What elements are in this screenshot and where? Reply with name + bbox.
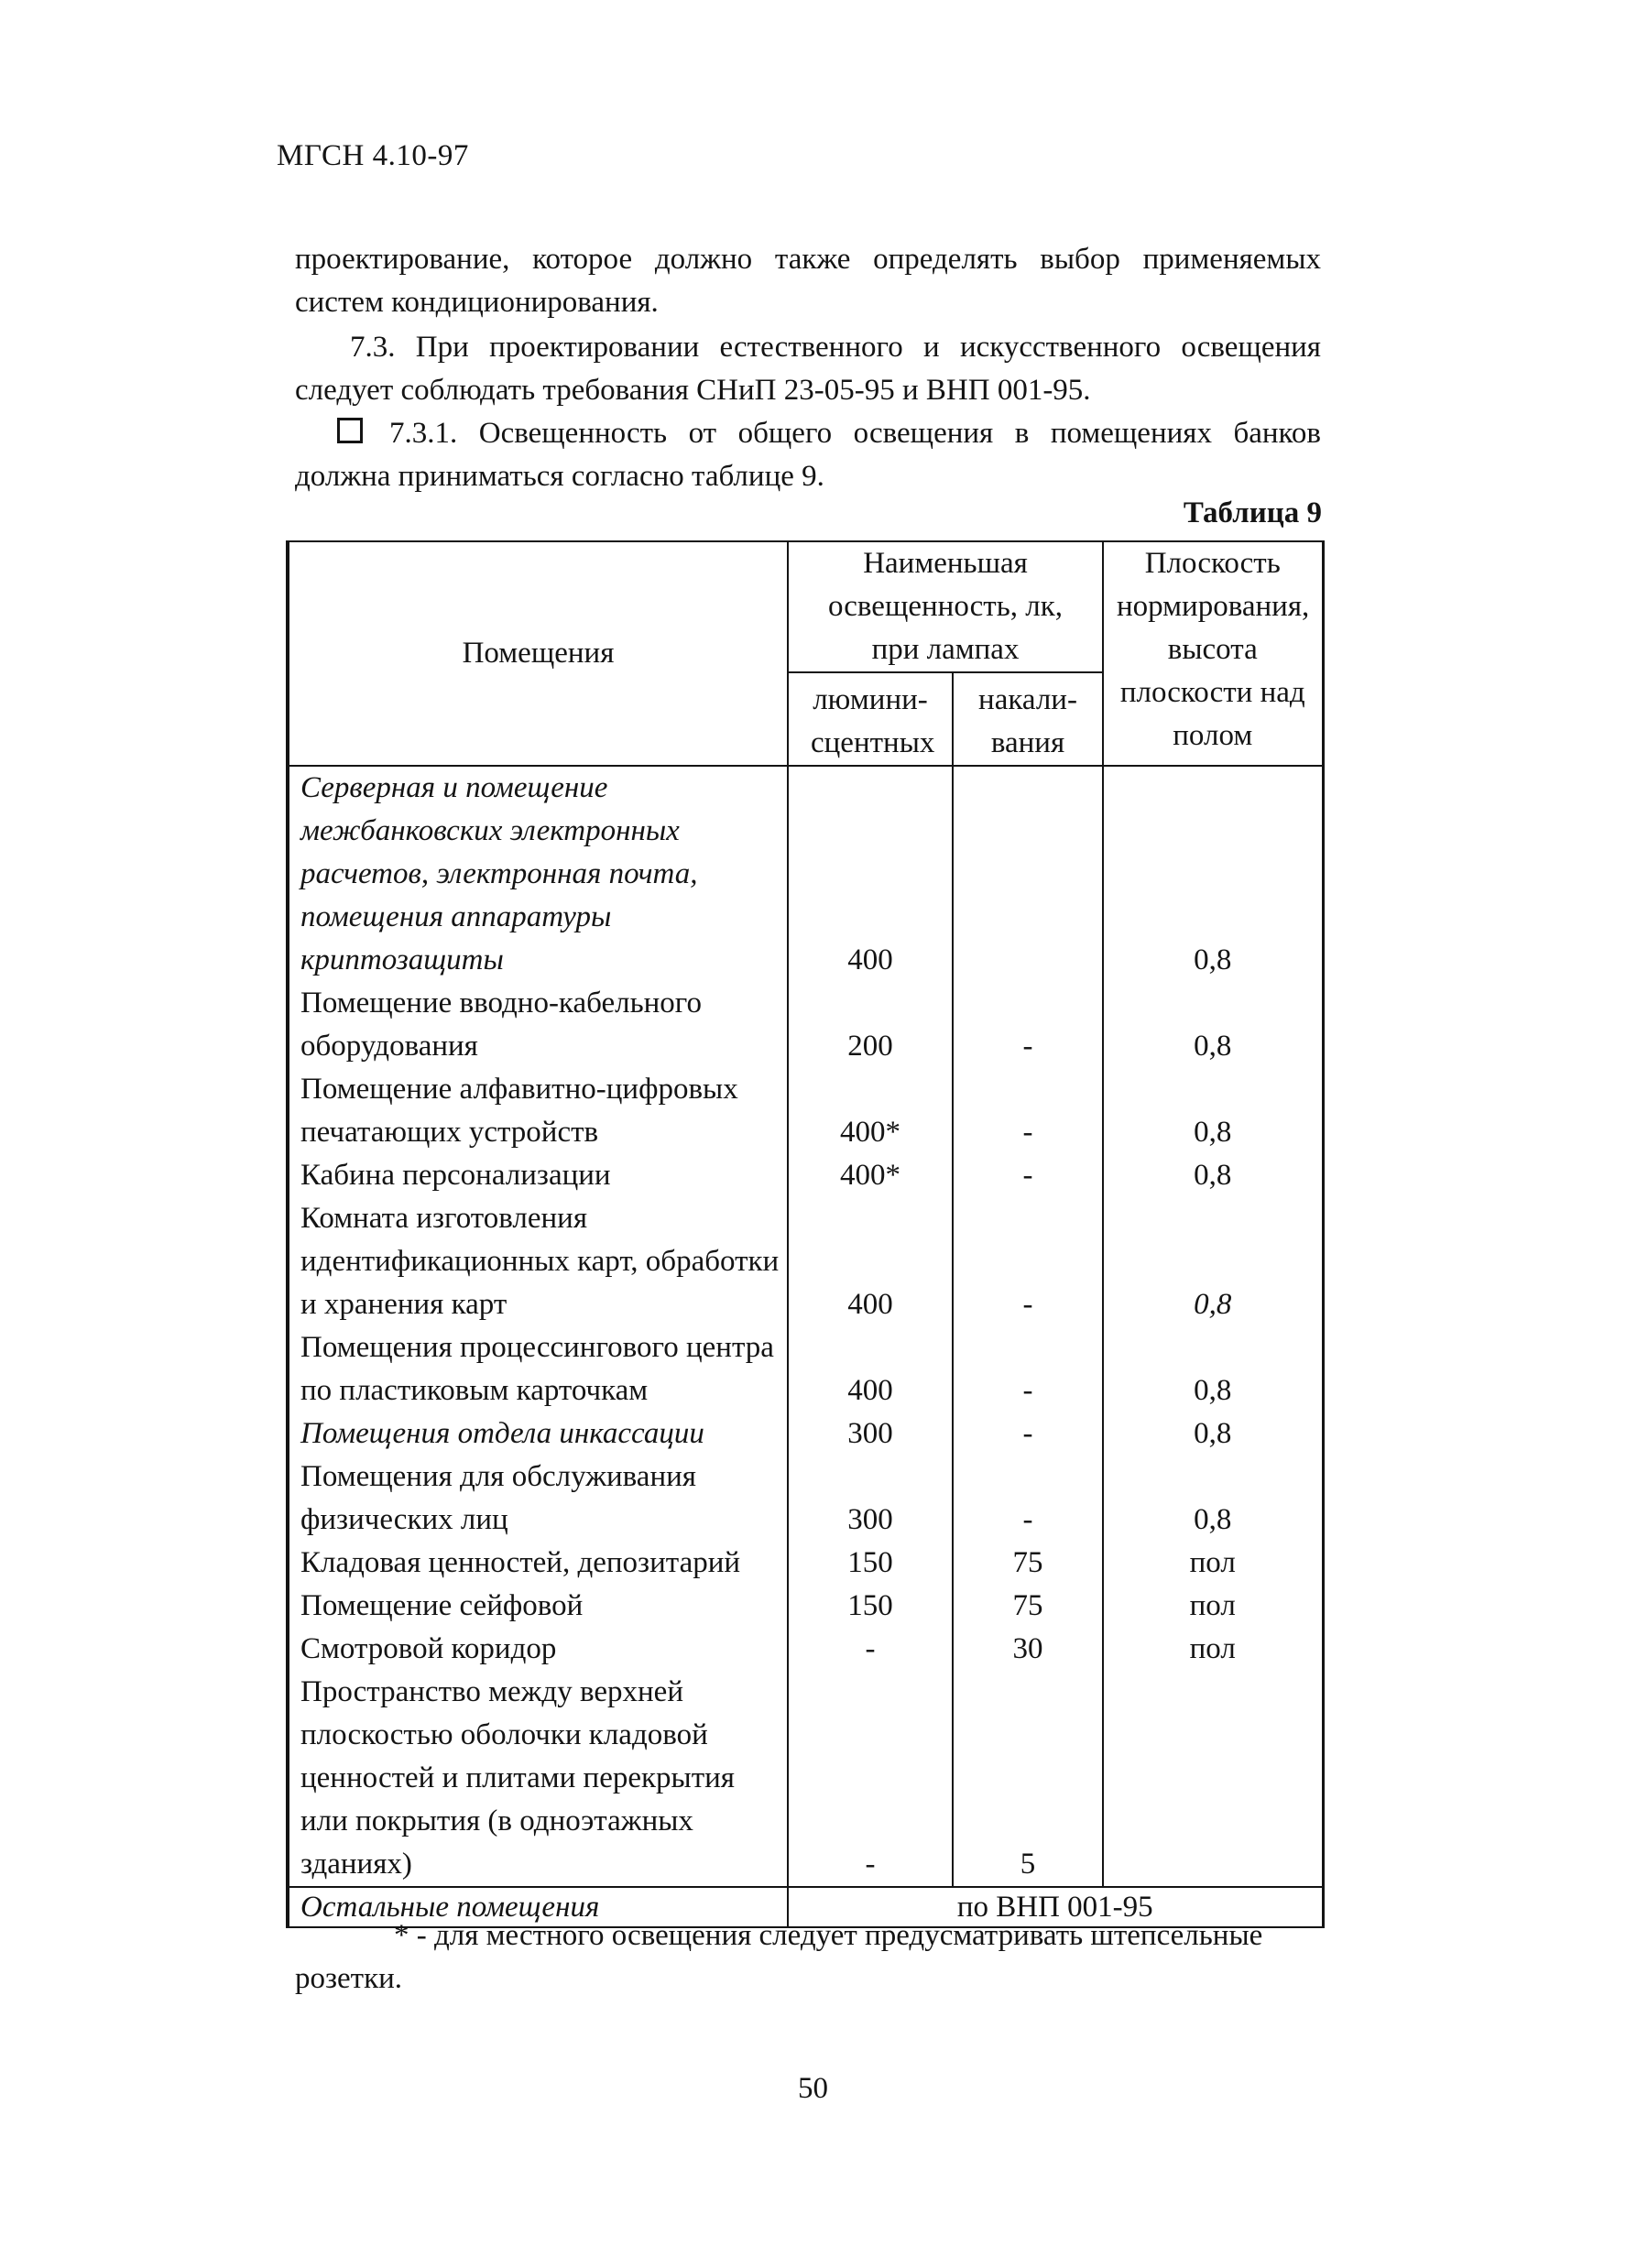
plane-value: 0,8 <box>1103 1412 1323 1456</box>
rest-value: по ВНП 001-95 <box>788 1887 1323 1927</box>
table-row <box>288 1671 1323 1887</box>
illumination-table <box>286 540 1325 1928</box>
room-name: Помещение сейфовой <box>288 1585 788 1628</box>
table-row <box>288 1068 1323 1154</box>
fluor-value: - <box>788 1671 953 1887</box>
room-name: Кладовая ценностей, депозитарий <box>288 1542 788 1585</box>
header-rooms: Помещения <box>288 541 788 766</box>
room-name: Помещения для обслуживания физических лиц <box>288 1456 788 1542</box>
incand-value: - <box>953 1326 1103 1412</box>
plane-value: 0,8 <box>1103 1068 1323 1154</box>
plane-value: пол <box>1103 1585 1323 1628</box>
room-name: Смотровой коридор <box>288 1628 788 1671</box>
incand-value: 30 <box>953 1628 1103 1671</box>
incand-value: - <box>953 1068 1103 1154</box>
plane-value: пол <box>1103 1628 1323 1671</box>
plane-value: 0,8 <box>1103 1197 1323 1326</box>
fluor-value: 400* <box>788 1154 953 1197</box>
room-name: Помещение алфавитно-цифровых печатающих устройств <box>288 1068 788 1154</box>
room-name: Остальные помещения <box>288 1887 788 1927</box>
incand-value: - <box>953 982 1103 1068</box>
table-row <box>288 1628 1323 1671</box>
document-header: МГСН 4.10-97 <box>277 139 469 172</box>
header-incandescent: накали- вания <box>953 672 1103 766</box>
fluor-value: - <box>788 1628 953 1671</box>
paragraph-7-3: 7.3. При проектировании естественного и искусственного освещения следует соблюдать требования СНиП 23-05-95 и ВНП 001-95. <box>295 331 1321 407</box>
plane-value: 0,8 <box>1103 1456 1323 1542</box>
plane-value: 0,8 <box>1103 766 1323 982</box>
room-name: Помещения процессингового центра по пластиковым карточкам <box>288 1326 788 1412</box>
footnote: * - для местного освещения следует предусматривать штепсельные розетки. <box>295 1919 1263 1995</box>
table-row <box>288 1456 1323 1542</box>
fluor-value: 150 <box>788 1542 953 1585</box>
header-illumination: Наименьшая освещенность, лк, при лампах <box>788 541 1103 672</box>
incand-value: 75 <box>953 1585 1103 1628</box>
table-row <box>288 1326 1323 1412</box>
table-row <box>288 1197 1323 1326</box>
table-header-row <box>288 541 1323 672</box>
header-fluorescent: люмини- сцентных <box>788 672 953 766</box>
fluor-value: 300 <box>788 1456 953 1542</box>
table-row <box>288 766 1323 982</box>
paragraph-continuation: проектирование, которое должно также определять выбор применяемых систем кондиционирования. <box>295 243 1321 319</box>
page-number: 50 <box>798 2072 828 2105</box>
incand-value: 5 <box>953 1671 1103 1887</box>
plane-value: 0,8 <box>1103 1326 1323 1412</box>
room-name: Помещение вводно-кабельного оборудования <box>288 982 788 1068</box>
table-row <box>288 1154 1323 1197</box>
fluor-value: 400 <box>788 766 953 982</box>
plane-value: 0,8 <box>1103 1154 1323 1197</box>
incand-value: - <box>953 1154 1103 1197</box>
fluor-value: 300 <box>788 1412 953 1456</box>
paragraph-7-3-1: 7.3.1. Освещенность от общего освещения в помещениях банков должна приниматься согласно таблице 9. <box>295 417 1321 493</box>
table-row <box>288 1412 1323 1456</box>
incand-value: - <box>953 1456 1103 1542</box>
incand-value: - <box>953 1412 1103 1456</box>
fluor-value: 400 <box>788 1197 953 1326</box>
room-name: Кабина персонализации <box>288 1154 788 1197</box>
room-name: Помещения отдела инкассации <box>288 1412 788 1456</box>
table-caption: Таблица 9 <box>1183 496 1322 529</box>
fluor-value: 400 <box>788 1326 953 1412</box>
incand-value: 75 <box>953 1542 1103 1585</box>
incand-value: - <box>953 1197 1103 1326</box>
plane-value: пол <box>1103 1542 1323 1585</box>
table-row <box>288 982 1323 1068</box>
room-name: Комната изготовления идентификационных карт, обработки и хранения карт <box>288 1197 788 1326</box>
plane-value: 0,8 <box>1103 982 1323 1068</box>
fluor-value: 200 <box>788 982 953 1068</box>
table-row <box>288 1542 1323 1585</box>
incand-value <box>953 766 1103 982</box>
fluor-value: 150 <box>788 1585 953 1628</box>
table-row <box>288 1585 1323 1628</box>
room-name: Серверная и помещение межбанковских электронных расчетов, электронная почта, помещения аппаратуры криптозащиты <box>288 766 788 982</box>
plane-value <box>1103 1671 1323 1887</box>
fluor-value: 400* <box>788 1068 953 1154</box>
room-name: Пространство между верхней плоскостью оболочки кладовой ценностей и плитами перекрытия или покрытия (в одноэтажных зданиях) <box>288 1671 788 1887</box>
header-plane: Плоскость нормирования, высота плоскости над полом <box>1103 541 1323 766</box>
